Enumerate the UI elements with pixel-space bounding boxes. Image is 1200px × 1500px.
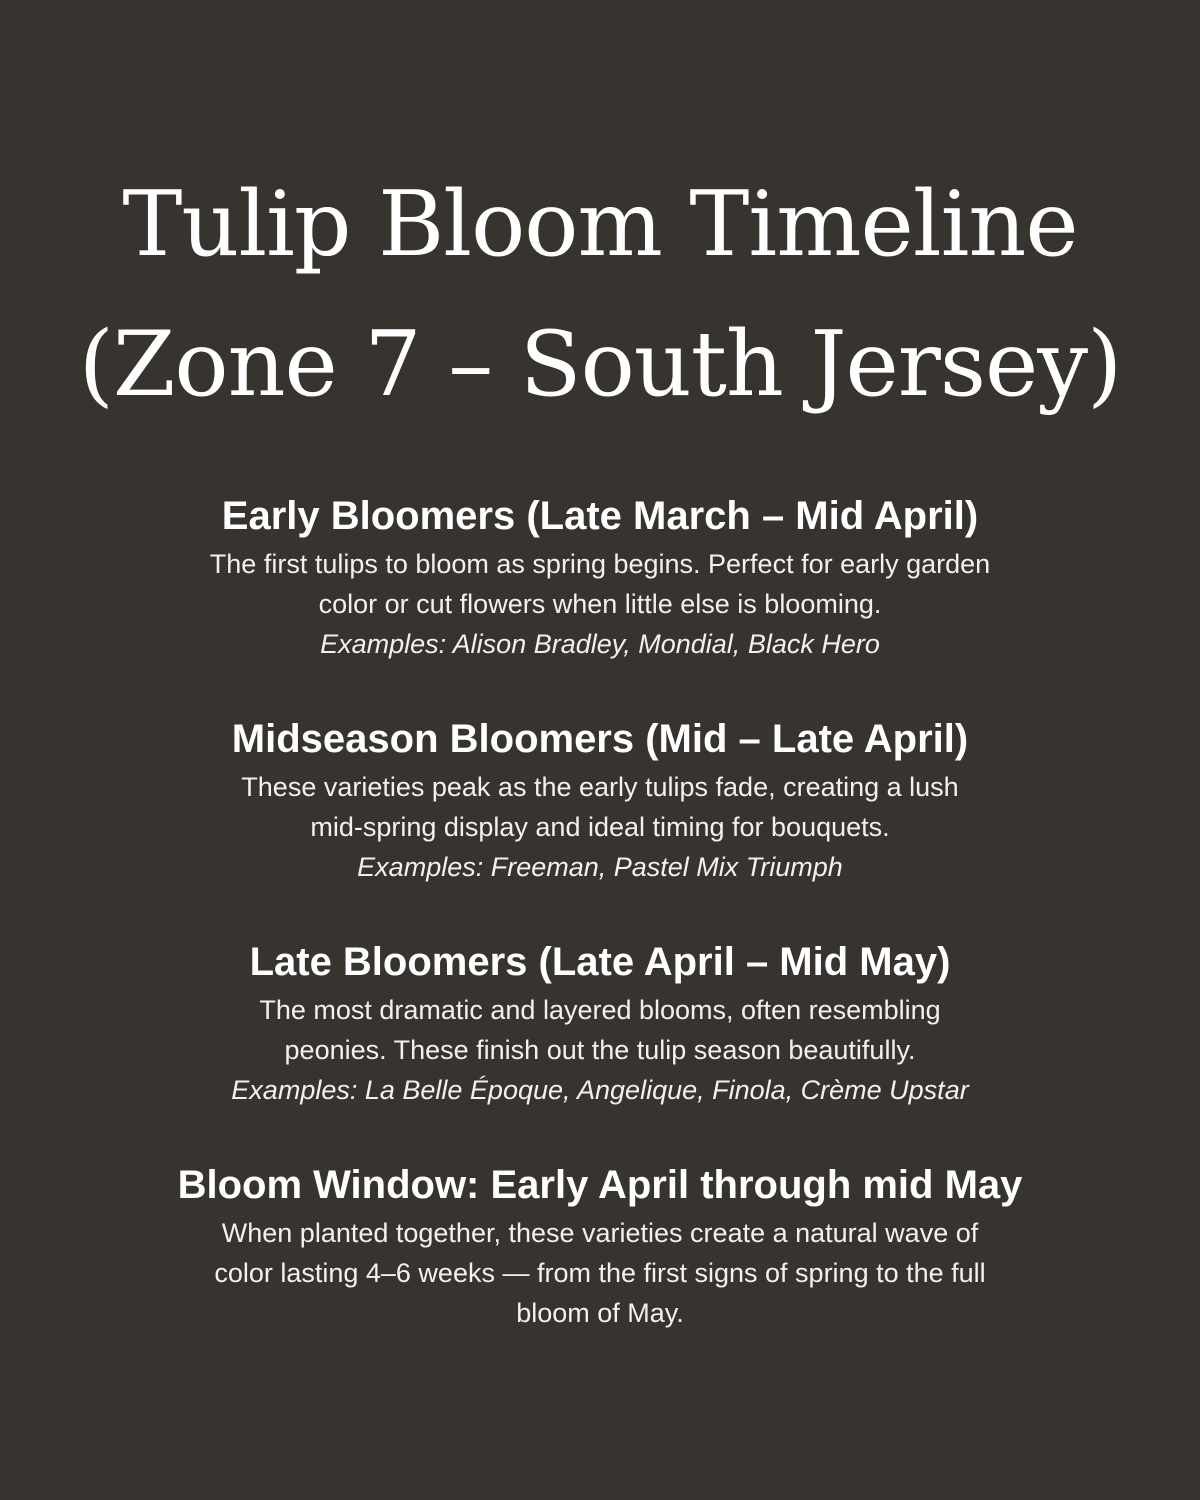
- section-heading: Early Bloomers (Late March – Mid April): [221, 494, 979, 538]
- section-heading: Late Bloomers (Late April – Mid May): [249, 940, 951, 984]
- page-title-line-2: (Zone 7 – South Jersey): [78, 312, 1122, 417]
- section-heading: Midseason Bloomers (Mid – Late April): [231, 717, 969, 761]
- section-heading: Bloom Window: Early April through mid May: [177, 1163, 1023, 1207]
- section-early-bloomers: [100, 488, 1100, 664]
- section-description-line: peonies. These finish out the tulip season beautifully.: [284, 1035, 916, 1065]
- section-midseason-bloomers: [100, 711, 1100, 887]
- section-description-line: When planted together, these varieties create a natural wave of: [221, 1218, 979, 1248]
- section-description-line: color lasting 4–6 weeks — from the first signs of spring to the full: [214, 1258, 986, 1288]
- section-examples: Examples: Alison Bradley, Mondial, Black Hero: [320, 629, 880, 659]
- section-description-line: These varieties peak as the early tulips fade, creating a lush: [241, 772, 959, 802]
- section-description-line: bloom of May.: [516, 1298, 684, 1328]
- section-late-bloomers: [100, 934, 1100, 1110]
- section-examples: Examples: La Belle Époque, Angelique, Finola, Crème Upstar: [231, 1075, 969, 1105]
- section-examples: Examples: Freeman, Pastel Mix Triumph: [357, 852, 843, 882]
- section-description-line: mid-spring display and ideal timing for bouquets.: [310, 812, 890, 842]
- section-bloom-window: [100, 1157, 1100, 1333]
- page-title-line-1: Tulip Bloom Timeline: [122, 172, 1078, 277]
- section-description-line: The most dramatic and layered blooms, often resembling: [259, 995, 941, 1025]
- section-description-line: color or cut flowers when little else is blooming.: [318, 589, 882, 619]
- section-description-line: The first tulips to bloom as spring begins. Perfect for early garden: [209, 549, 991, 579]
